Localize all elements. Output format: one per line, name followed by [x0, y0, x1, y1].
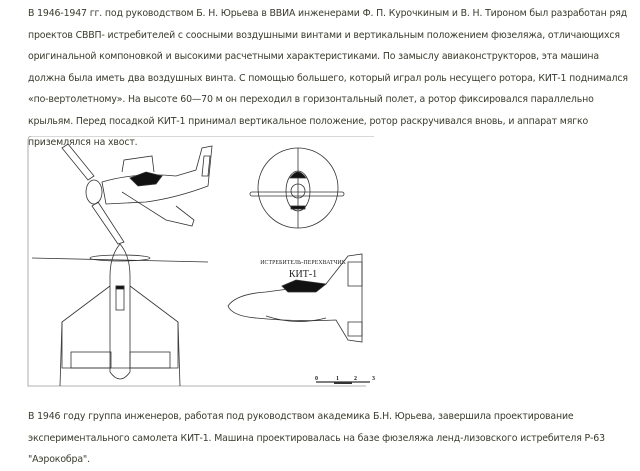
top-view [32, 244, 208, 386]
perspective-view [62, 144, 212, 244]
front-view [250, 148, 344, 228]
scale-tick-3: 3 [372, 376, 375, 382]
figure-caption-name: КИТ-1 [288, 269, 318, 280]
figure-caption-type: ИСТРЕБИТЕЛЬ-ПЕРЕХВАТЧИК [260, 260, 346, 266]
scale-tick-1: 1 [336, 376, 339, 382]
article-paragraph-intro: В 1946-1947 гг. под руководством Б. Н. Юрьева в ВВИА инженерами Ф. П. Курочкиным и В. Н. Тироном был разработан ряд проектов СВВП- истребителей с соосными воздушными винтами и вертикальным положением фюзеляжа, отличающихся оригинальной компоновкой и высокими расчетными характеристиками. По замыслу авиаконструкторов, эта машина должна была иметь два воздушных винта. С помощью большего, который играл роль несущего ротора, КИТ-1 поднимался «по-вертолетному». На высоте 60—70 м он переходил в горизонтальный полет, а ротор фиксировался параллельно крыльям. Перед посадкой КИТ-1 принимал вертикальное положение, ротор раскручивался вновь, и аппарат мягко приземлялся на хвост. [28, 8, 628, 148]
scale-tick-0: 0 [315, 376, 318, 382]
side-view [228, 254, 362, 342]
scale-bar [316, 382, 370, 383]
scale-tick-2: 2 [354, 376, 357, 382]
article-paragraph-project: В 1946 году группа инженеров, работая под руководством академика Б.Н. Юрьева, завершила проектирование экспериментального самолета КИТ-1. Машина проектировалась на базе фюзеляжа ленд-лизовского истребителя Р-63 "Аэрокобра". [28, 411, 605, 465]
